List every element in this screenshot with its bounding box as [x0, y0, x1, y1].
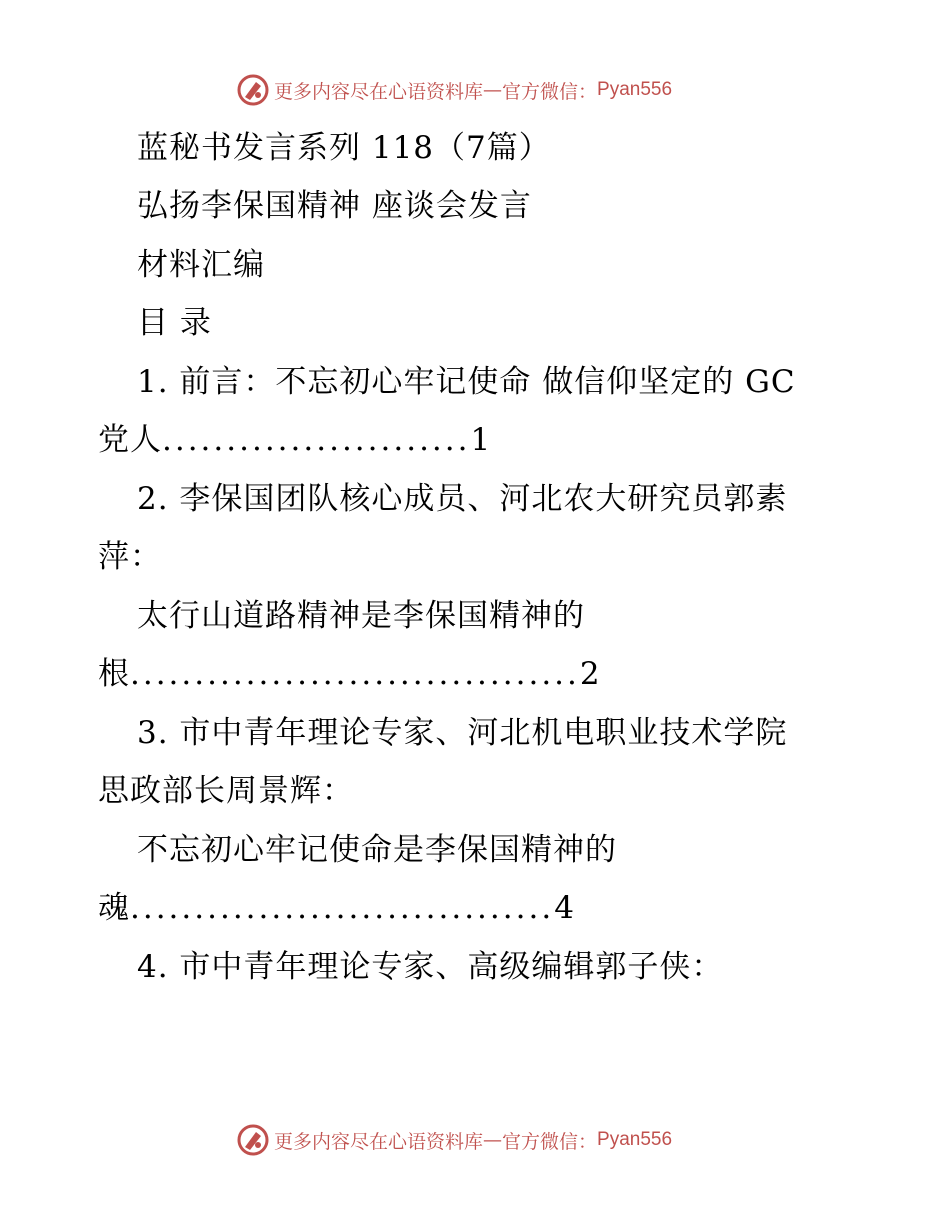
- watermark-text: 更多内容尽在心语资料库: [274, 80, 484, 103]
- title-line-1: 蓝秘书发言系列 118（7篇）: [137, 130, 551, 166]
- toc-entry-3-line-3: 不忘初心牢记使命是李保国精神的: [137, 832, 617, 868]
- toc-entry-2-line-2: 萍：: [98, 539, 162, 575]
- watermark-label: 官方微信：: [502, 80, 598, 103]
- toc-heading: 目 录: [137, 305, 212, 341]
- toc-entry-4-line-1: 4. 市中青年理论专家、高级编辑郭子侠：: [137, 949, 724, 985]
- watermark-id: Pyan556: [597, 79, 673, 100]
- toc-entry-2-page: 2: [579, 656, 601, 692]
- toc-entry-2-dots: ...................................: [130, 656, 580, 692]
- toc-entry-2-lead: 根: [98, 656, 130, 692]
- watermark-text: 更多内容尽在心语资料库: [274, 1130, 484, 1153]
- toc-entry-3-lead: 魂: [98, 890, 130, 926]
- watermark-label: 官方微信：: [502, 1130, 598, 1153]
- toc-entry-3-dots: .................................: [130, 890, 555, 926]
- toc-entry-1-dots: ........................: [162, 422, 471, 458]
- toc-entry-1-line-2: [98, 420, 491, 460]
- watermark-id: Pyan556: [597, 1129, 673, 1150]
- watermark-separator: —: [483, 79, 503, 101]
- toc-entry-1-page: 1: [470, 422, 492, 458]
- toc-entry-2-line-1: 2. 李保国团队核心成员、河北农大研究员郭素: [137, 481, 788, 517]
- toc-entry-1-line-1: 1. 前言：不忘初心牢记使命 做信仰坚定的 GC: [137, 364, 796, 400]
- pen-circle-logo-icon: [236, 73, 270, 107]
- title-line-2: 弘扬李保国精神 座谈会发言: [137, 188, 532, 224]
- toc-entry-2-line-3: 太行山道路精神是李保国精神的: [137, 598, 585, 634]
- toc-entry-3-page: 4: [554, 890, 575, 926]
- toc-entry-3-line-4: [98, 888, 575, 928]
- pen-circle-logo-icon: [236, 1123, 270, 1157]
- toc-entry-2-line-4: [98, 654, 601, 694]
- title-line-3: 材料汇编: [137, 247, 265, 283]
- watermark-separator: —: [483, 1129, 503, 1151]
- header-watermark: [236, 70, 736, 110]
- toc-entry-3-line-1: 3. 市中青年理论专家、河北机电职业技术学院: [137, 715, 788, 751]
- footer-watermark: [236, 1120, 736, 1160]
- toc-entry-1-lead: 党人: [98, 422, 162, 458]
- toc-entry-3-line-2: 思政部长周景辉：: [98, 773, 354, 809]
